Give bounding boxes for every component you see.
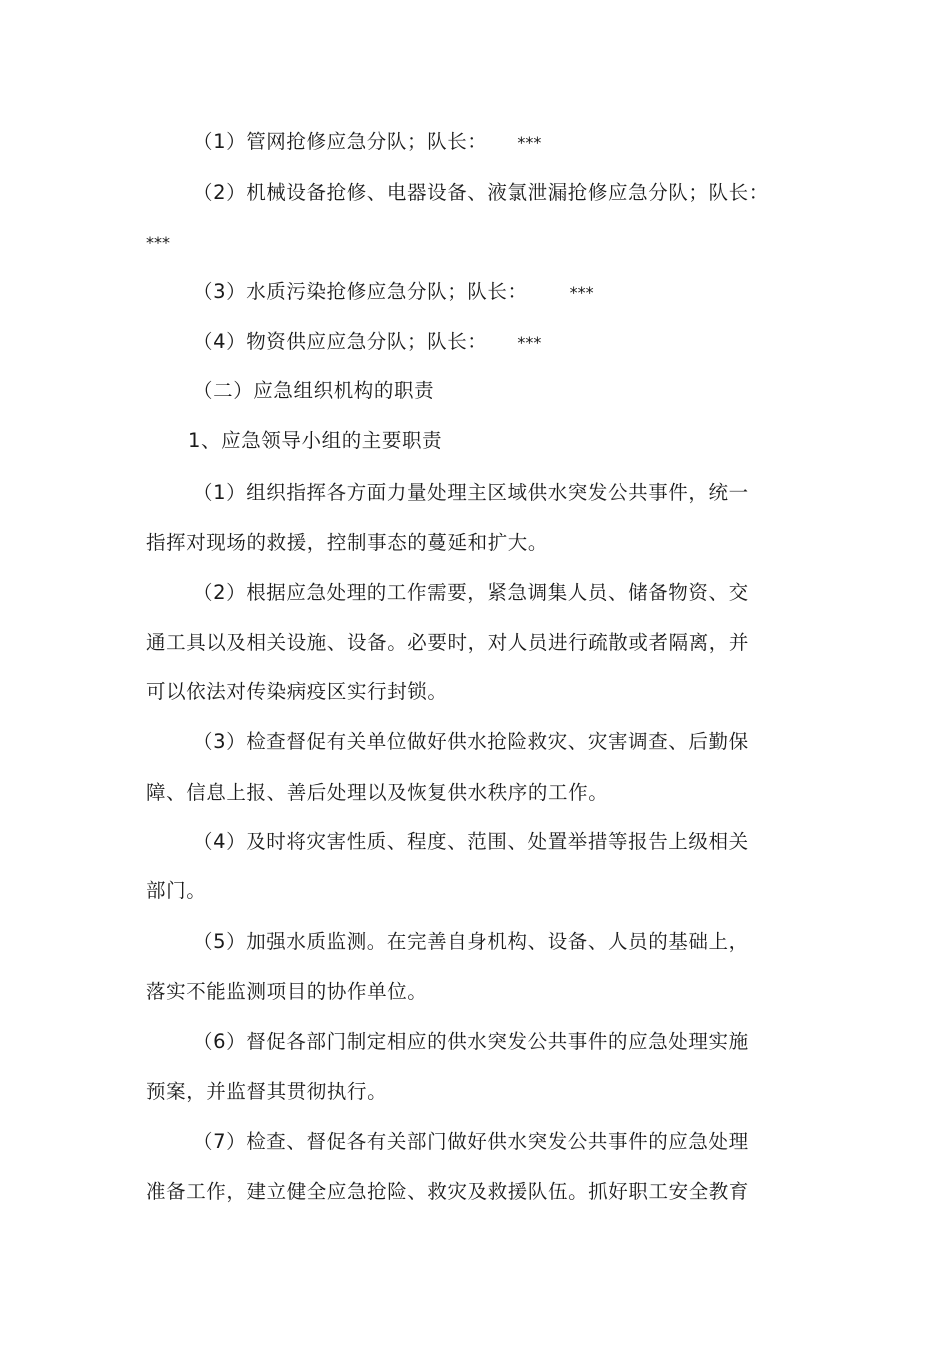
duty-6-line-2: 预案，并监督其贯彻执行。 (146, 1080, 388, 1103)
duty-4-line-2: 部门。 (146, 879, 207, 902)
team-item-2-leader (146, 229, 776, 256)
duty-3-line-1: （3）检查督促有关单位做好供水抢险救灾、灾害调查、后勤保 (193, 730, 749, 753)
duty-4-line-1: （4）及时将灾害性质、程度、范围、处置举措等报告上级相关 (193, 830, 749, 853)
team-item-3-text: （3）水质污染抢修应急分队；队长： (193, 280, 528, 303)
duty-7-line-1: （7）检查、督促各有关部门做好供水突发公共事件的应急处理 (193, 1130, 749, 1153)
duty-2-line-3: 可以依法对传染病疫区实行封锁。 (146, 680, 448, 703)
duty-5-line-1: （5）加强水质监测。在完善自身机构、设备、人员的基础上， (193, 930, 749, 953)
duty-5-line-2: 落实不能监测项目的协作单位。 (146, 980, 428, 1003)
team-item-4 (193, 329, 823, 356)
duty-1-line-1: （1）组织指挥各方面力量处理主区域供水突发公共事件，统一 (193, 481, 749, 504)
team-item-1 (193, 129, 823, 156)
duty-2-line-2: 通工具以及相关设施、设备。必要时，对人员进行疏散或者隔离，并 (146, 631, 750, 654)
subsection-heading: 1、应急领导小组的主要职责 (188, 429, 443, 452)
team-item-3-leader: *** (569, 283, 594, 302)
team-item-4-text: （4）物资供应应急分队；队长： (193, 330, 488, 353)
team-item-3 (193, 279, 823, 306)
section-heading: （二）应急组织机构的职责 (193, 379, 435, 402)
duty-1-line-2: 指挥对现场的救援，控制事态的蔓延和扩大。 (146, 531, 549, 554)
duty-3-line-2: 障、信息上报、善后处理以及恢复供水秩序的工作。 (146, 781, 609, 804)
duty-2-line-1: （2）根据应急处理的工作需要，紧急调集人员、储备物资、交 (193, 581, 749, 604)
team-item-2: （2）机械设备抢修、电器设备、液氯泄漏抢修应急分队；队长： (193, 181, 769, 204)
team-item-2-leader-stars: *** (146, 233, 170, 252)
team-item-1-text: （1）管网抢修应急分队；队长： (193, 130, 488, 153)
duty-7-line-2: 准备工作，建立健全应急抢险、救灾及救援队伍。抓好职工安全教育 (146, 1180, 750, 1203)
duty-6-line-1: （6）督促各部门制定相应的供水突发公共事件的应急处理实施 (193, 1030, 749, 1053)
team-item-1-leader: *** (517, 133, 542, 152)
team-item-4-leader: *** (517, 333, 542, 352)
